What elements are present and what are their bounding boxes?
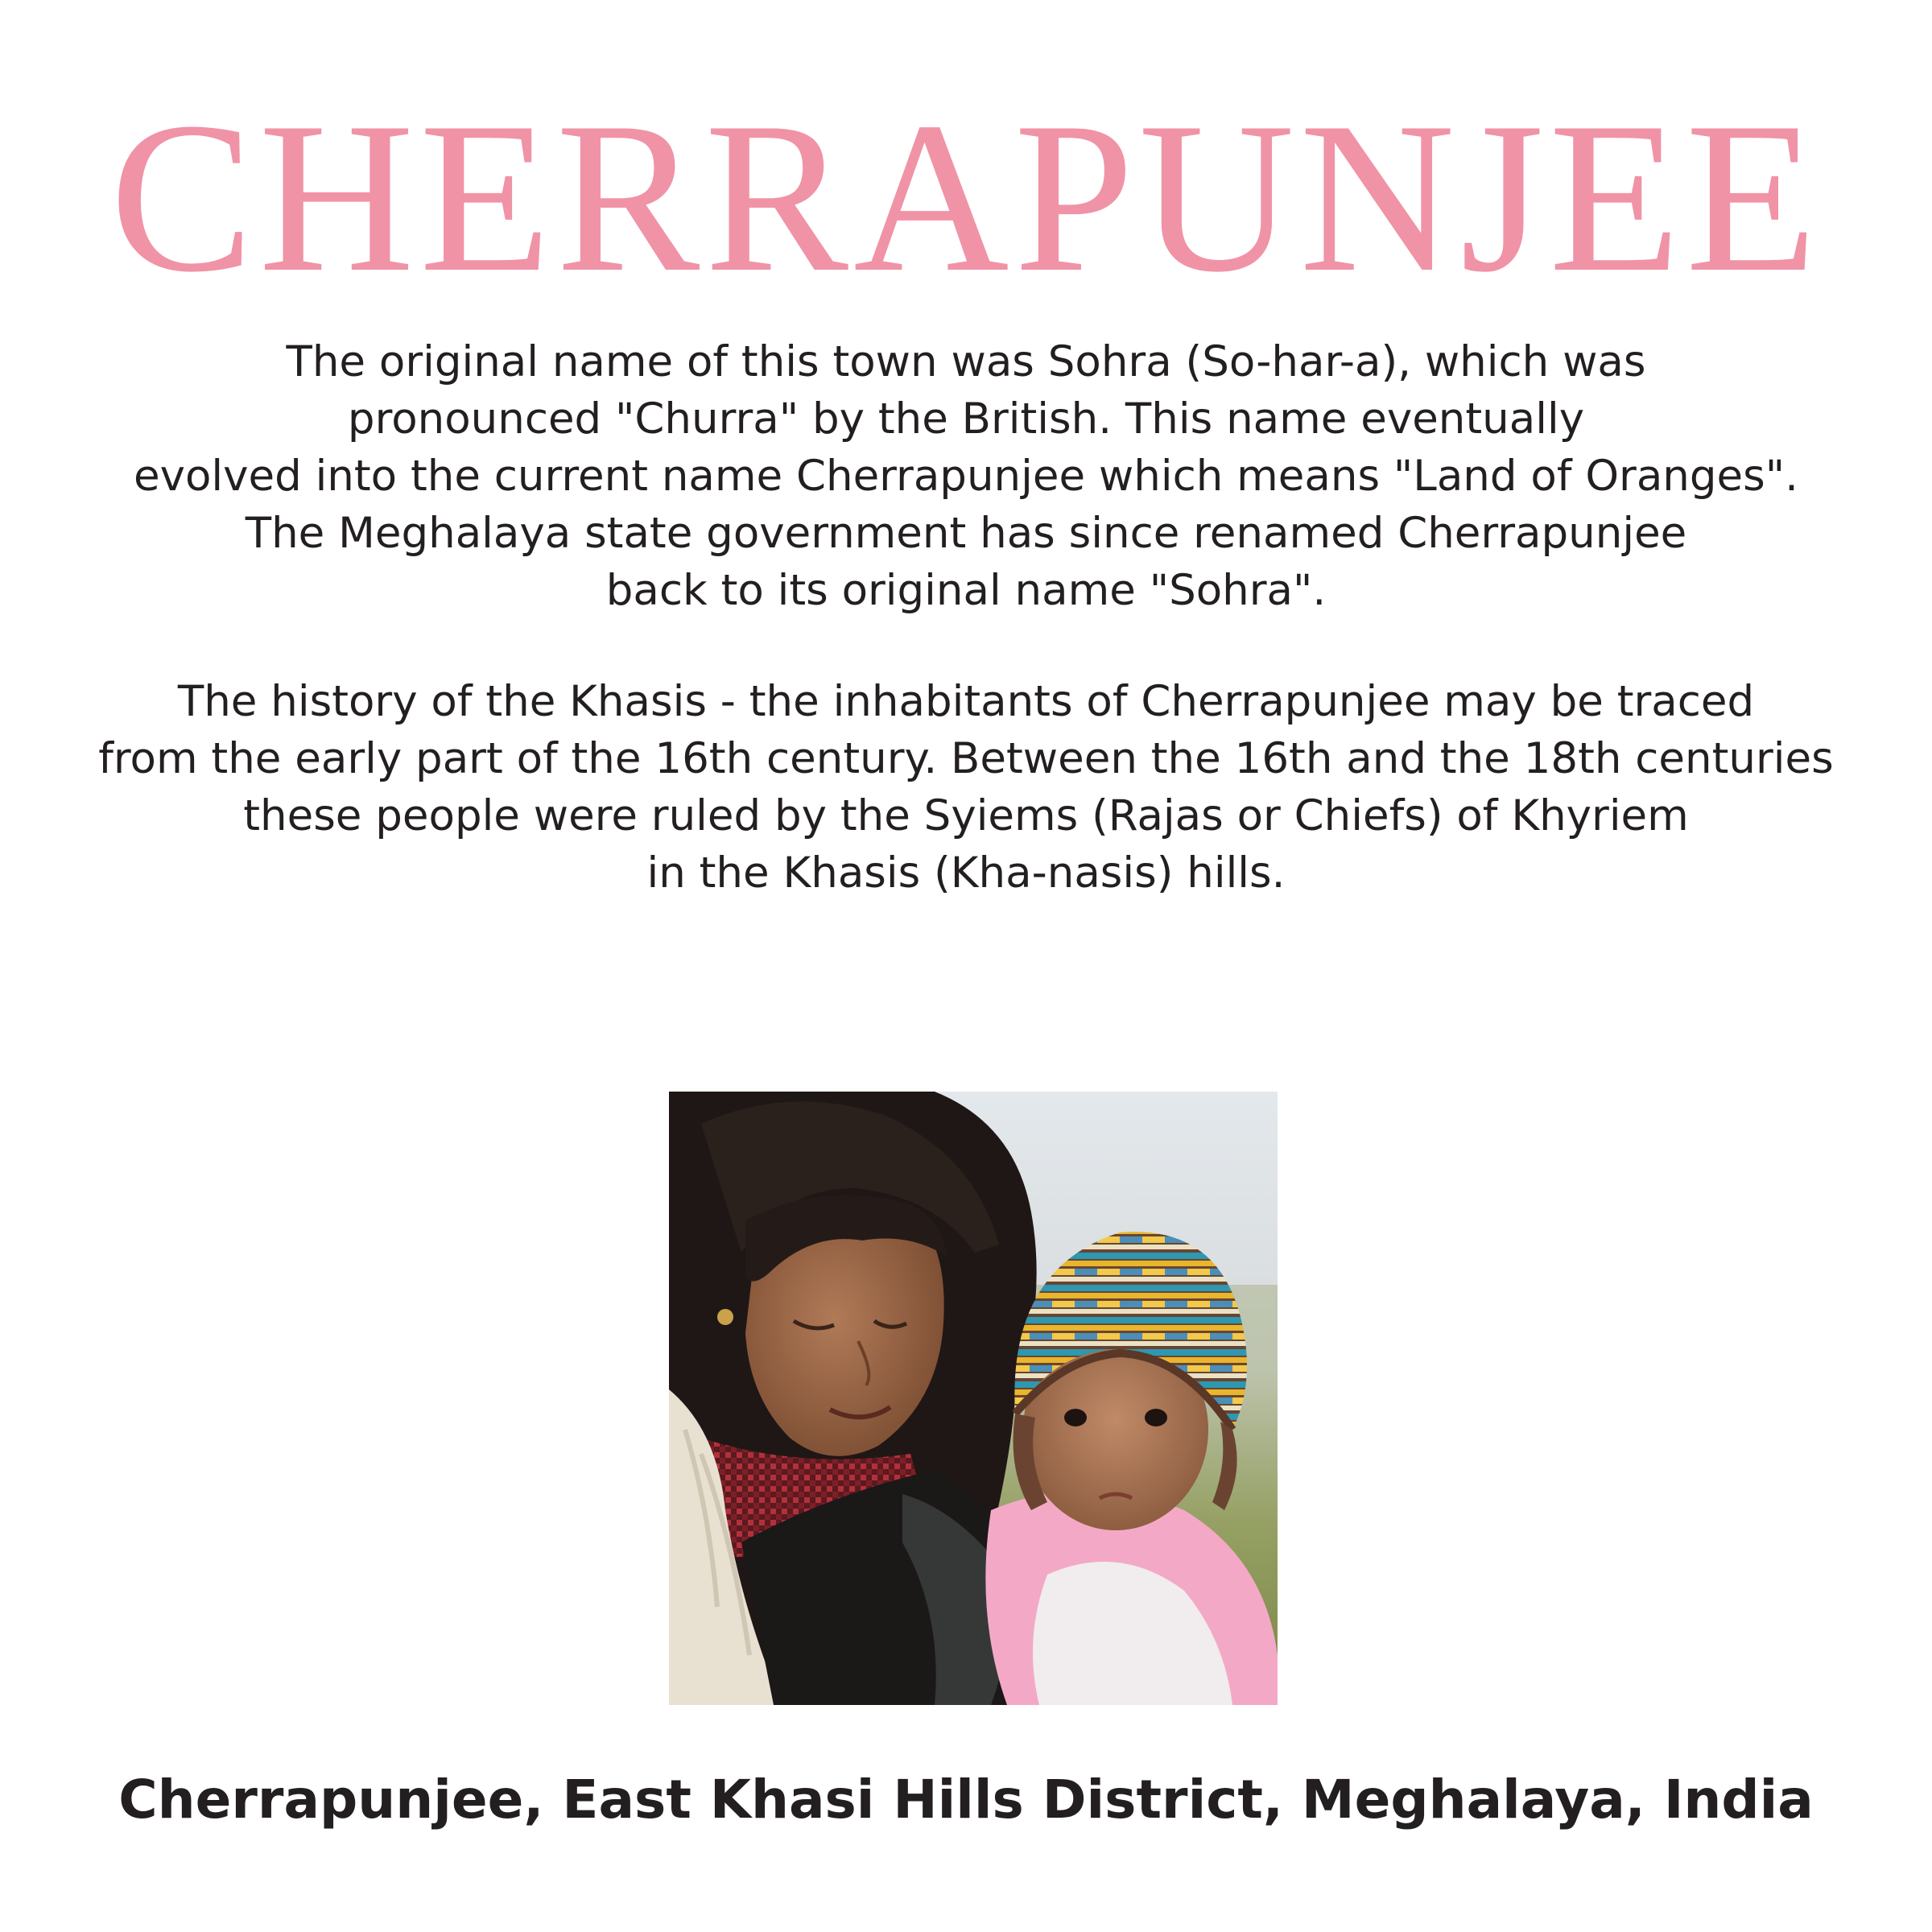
paragraph-line: from the early part of the 16th century. Between the 16th and the 18th centuries (98, 734, 1834, 783)
paragraph-line: The original name of this town was Sohra (So-har-a), which was (286, 337, 1646, 386)
paragraph-line: in the Khasis (Kha-nasis) hills. (646, 848, 1286, 898)
paragraph-line: these people were ruled by the Syiems (Rajas or Chiefs) of Khyriem (243, 791, 1689, 840)
paragraph-line: The history of the Khasis - the inhabitants of Cherrapunjee may be traced (177, 677, 1755, 726)
intro-paragraph (0, 333, 1932, 619)
paragraph-line: evolved into the current name Cherrapunjee which means "Land of Oranges". (134, 452, 1798, 501)
photo-mother-and-child (669, 1092, 1278, 1705)
photo-mother-and-child-icon (669, 1092, 1278, 1705)
paragraph-line: back to its original name "Sohra". (605, 566, 1327, 615)
location-caption: Cherrapunjee, East Khasi Hills District, Meghalaya, India (118, 1769, 1814, 1831)
paragraph-line: pronounced "Churra" by the British. This name eventually (347, 394, 1585, 444)
paragraph-line: The Meghalaya state government has since renamed Cherrapunjee (245, 509, 1687, 558)
page-title: CHERRAPUNJEE (109, 77, 1823, 316)
history-paragraph (0, 673, 1932, 902)
